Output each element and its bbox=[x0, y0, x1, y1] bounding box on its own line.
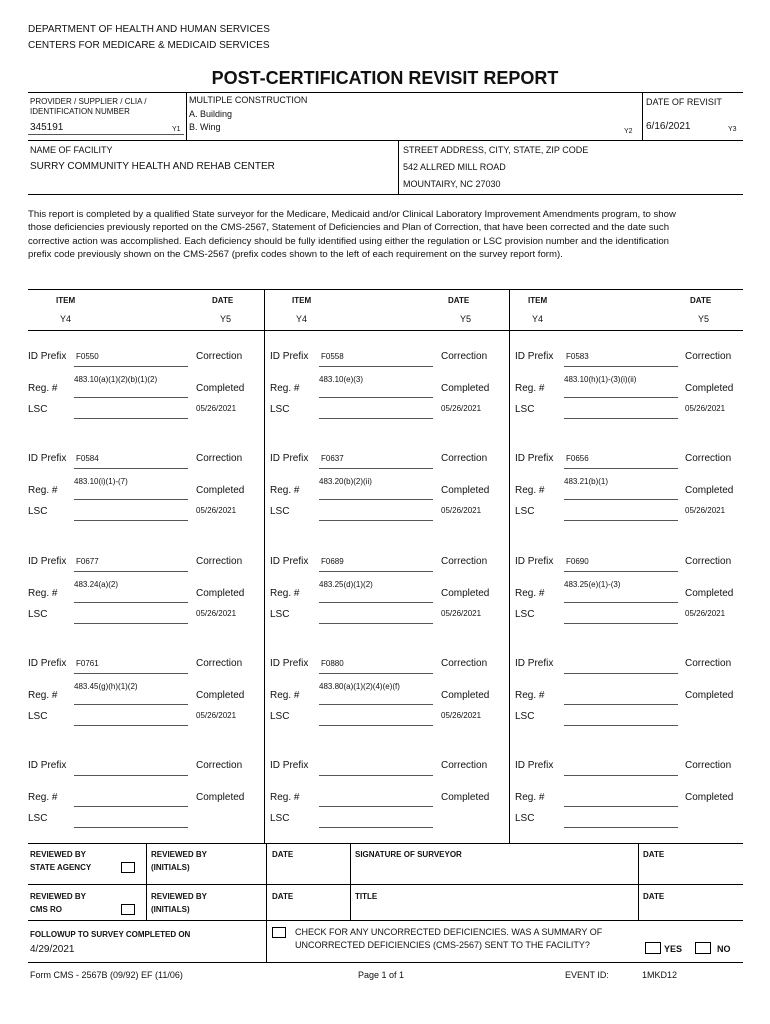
lsc-label: LSC bbox=[515, 711, 535, 722]
lsc-underline bbox=[319, 418, 433, 419]
state-agency-checkbox[interactable] bbox=[121, 862, 135, 873]
reg-value[interactable]: 483.25(d)(1)(2) bbox=[319, 580, 373, 589]
reviewed-cms-label: REVIEWED BY bbox=[30, 892, 87, 901]
date-label-2: DATE bbox=[643, 850, 665, 859]
lsc-label: LSC bbox=[515, 813, 535, 824]
reviewed-state-label-2: STATE AGENCY bbox=[30, 863, 92, 872]
no-label: NO bbox=[717, 944, 731, 954]
reg-underline bbox=[564, 499, 678, 500]
reg-value[interactable]: 483.21(b)(1) bbox=[564, 477, 609, 486]
completed-label: Completed bbox=[441, 690, 490, 701]
department-name: DEPARTMENT OF HEALTH AND HUMAN SERVICES bbox=[28, 24, 270, 35]
completed-date[interactable]: 05/26/2021 bbox=[685, 506, 726, 515]
y2-code: Y2 bbox=[624, 128, 633, 135]
facility-name-label: NAME OF FACILITY bbox=[30, 145, 113, 155]
date-column-header: DATE bbox=[448, 296, 470, 305]
event-id-label: EVENT ID: bbox=[565, 970, 609, 980]
lsc-underline bbox=[319, 520, 433, 521]
id-prefix-underline bbox=[319, 468, 433, 469]
reg-underline bbox=[564, 397, 678, 398]
reg-value[interactable]: 483.10(h)(1)-(3)(i)(ii) bbox=[564, 375, 637, 384]
id-prefix-value[interactable]: F0558 bbox=[321, 352, 344, 361]
lsc-label: LSC bbox=[270, 506, 290, 517]
date-label-4: DATE bbox=[643, 892, 665, 901]
lsc-underline bbox=[74, 725, 188, 726]
id-prefix-underline bbox=[564, 673, 678, 674]
date-column-header: DATE bbox=[690, 296, 712, 305]
completed-date[interactable]: 05/26/2021 bbox=[685, 404, 726, 413]
reg-label: Reg. # bbox=[515, 690, 545, 701]
reg-underline bbox=[564, 806, 678, 807]
id-prefix-underline bbox=[319, 571, 433, 572]
initials-label-2: (INITIALS) bbox=[151, 863, 190, 872]
completed-date[interactable]: 05/26/2021 bbox=[196, 609, 237, 618]
lsc-underline bbox=[564, 827, 678, 828]
id-prefix-value[interactable]: F0677 bbox=[76, 557, 99, 566]
lsc-underline bbox=[319, 623, 433, 624]
id-prefix-underline bbox=[74, 468, 188, 469]
correction-label: Correction bbox=[196, 760, 243, 771]
completed-date[interactable]: 05/26/2021 bbox=[441, 711, 482, 720]
lsc-label: LSC bbox=[28, 711, 48, 722]
reg-underline bbox=[319, 806, 433, 807]
id-prefix-label: ID Prefix bbox=[270, 351, 309, 362]
form-title: POST-CERTIFICATION REVISIT REPORT bbox=[211, 68, 559, 88]
reg-label: Reg. # bbox=[515, 588, 545, 599]
id-prefix-label: ID Prefix bbox=[28, 351, 67, 362]
reg-value[interactable]: 483.80(a)(1)(2)(4)(e)(f) bbox=[319, 682, 400, 691]
completed-label: Completed bbox=[441, 485, 490, 496]
completed-label: Completed bbox=[196, 485, 245, 496]
id-prefix-label: ID Prefix bbox=[515, 658, 554, 669]
y4-code: Y4 bbox=[532, 314, 544, 324]
city-state-zip: MOUNTAIRY, NC 27030 bbox=[403, 179, 501, 189]
reg-label: Reg. # bbox=[270, 383, 300, 394]
y4-code: Y4 bbox=[60, 314, 72, 324]
id-prefix-underline bbox=[319, 775, 433, 776]
item-column-header: ITEM bbox=[528, 296, 548, 305]
reg-underline bbox=[319, 704, 433, 705]
reg-value[interactable]: 483.20(b)(2)(ii) bbox=[319, 477, 372, 486]
date-column-header: DATE bbox=[212, 296, 234, 305]
completed-label: Completed bbox=[196, 383, 245, 394]
revisit-label: DATE OF REVISIT bbox=[646, 97, 722, 107]
id-prefix-label: ID Prefix bbox=[515, 453, 554, 464]
reg-underline bbox=[564, 704, 678, 705]
id-prefix-label: ID Prefix bbox=[270, 453, 309, 464]
id-prefix-value[interactable]: F0550 bbox=[76, 352, 99, 361]
lsc-underline bbox=[74, 418, 188, 419]
completed-label: Completed bbox=[685, 690, 734, 701]
lsc-underline bbox=[319, 725, 433, 726]
building-label: A. Building bbox=[189, 109, 233, 119]
completed-date[interactable]: 05/26/2021 bbox=[196, 404, 237, 413]
id-prefix-label: ID Prefix bbox=[515, 556, 554, 567]
provider-label: PROVIDER / SUPPLIER / CLIA / bbox=[30, 97, 147, 106]
id-prefix-value[interactable]: F0583 bbox=[566, 352, 589, 361]
reg-value[interactable]: 483.25(e)(1)-(3) bbox=[564, 580, 621, 589]
lsc-underline bbox=[564, 623, 678, 624]
no-checkbox[interactable] bbox=[695, 942, 711, 954]
lsc-underline bbox=[319, 827, 433, 828]
signature-label: SIGNATURE OF SURVEYOR bbox=[355, 850, 462, 859]
correction-label: Correction bbox=[441, 760, 488, 771]
id-prefix-value[interactable]: F0761 bbox=[76, 659, 99, 668]
followup-label: FOLLOWUP TO SURVEY COMPLETED ON bbox=[30, 930, 191, 939]
lsc-underline bbox=[564, 725, 678, 726]
title-label: TITLE bbox=[355, 892, 378, 901]
reg-value[interactable]: 483.10(e)(3) bbox=[319, 375, 364, 384]
completed-label: Completed bbox=[441, 383, 490, 394]
form-number: Form CMS - 2567B (09/92) EF (11/06) bbox=[30, 970, 183, 980]
completed-label: Completed bbox=[441, 792, 490, 803]
lsc-label: LSC bbox=[28, 609, 48, 620]
uncorrected-checkbox[interactable] bbox=[272, 927, 286, 938]
instructions-paragraph: This report is completed by a qualified State surveyor for the Medicare, Medicaid and/or Clinical Laboratory Improvement Amendments program, to show those deficiencies previously reported on the CMS-2567, Statement of Deficiencies and Plan of Correction, that have been corrected and the date such corrective action was accomplished. Each deficiency should be fully identified using either the regulation or LSC provision number and the identification prefix code previously shown on the CMS-2567 (prefix codes shown to the left of each requirement on the survey report form). bbox=[28, 209, 676, 261]
id-prefix-underline bbox=[564, 366, 678, 367]
item-column-header: ITEM bbox=[292, 296, 312, 305]
reg-label: Reg. # bbox=[515, 792, 545, 803]
completed-label: Completed bbox=[196, 792, 245, 803]
correction-label: Correction bbox=[441, 453, 488, 464]
reg-label: Reg. # bbox=[270, 792, 300, 803]
completed-date[interactable]: 05/26/2021 bbox=[441, 506, 482, 515]
initials2-label-2: (INITIALS) bbox=[151, 905, 190, 914]
id-prefix-value[interactable]: F0637 bbox=[321, 454, 344, 463]
y5-code: Y5 bbox=[460, 314, 472, 324]
lsc-label: LSC bbox=[270, 813, 290, 824]
initials2-label: REVIEWED BY bbox=[151, 892, 208, 901]
item-column-header: ITEM bbox=[56, 296, 76, 305]
completed-label: Completed bbox=[196, 588, 245, 599]
wing-label: B. Wing bbox=[189, 122, 221, 132]
completed-label: Completed bbox=[685, 485, 734, 496]
reg-underline bbox=[74, 499, 188, 500]
correction-label: Correction bbox=[685, 453, 732, 464]
id-prefix-label: ID Prefix bbox=[515, 351, 554, 362]
lsc-label: LSC bbox=[515, 506, 535, 517]
completed-date[interactable]: 05/26/2021 bbox=[441, 404, 482, 413]
reg-value[interactable]: 483.45(g)(h)(1)(2) bbox=[74, 682, 138, 691]
reg-label: Reg. # bbox=[270, 588, 300, 599]
id-prefix-underline bbox=[564, 468, 678, 469]
completed-date[interactable]: 05/26/2021 bbox=[196, 506, 237, 515]
lsc-label: LSC bbox=[28, 404, 48, 415]
reg-underline bbox=[74, 397, 188, 398]
id-prefix-value[interactable]: F0690 bbox=[566, 557, 589, 566]
reg-label: Reg. # bbox=[515, 383, 545, 394]
id-prefix-value[interactable]: F0584 bbox=[76, 454, 99, 463]
reg-label: Reg. # bbox=[28, 792, 58, 803]
reg-label: Reg. # bbox=[270, 690, 300, 701]
id-prefix-underline bbox=[74, 571, 188, 572]
correction-label: Correction bbox=[441, 556, 488, 567]
completed-label: Completed bbox=[685, 792, 734, 803]
lsc-underline bbox=[74, 520, 188, 521]
id-prefix-value[interactable]: F0689 bbox=[321, 557, 344, 566]
id-prefix-underline bbox=[74, 366, 188, 367]
cms-ro-checkbox[interactable] bbox=[121, 904, 135, 915]
reg-label: Reg. # bbox=[28, 690, 58, 701]
y3-code: Y3 bbox=[728, 126, 737, 133]
check-text-2: UNCORRECTED DEFICIENCIES (CMS-2567) SENT TO THE FACILITY? bbox=[295, 940, 590, 950]
reg-underline bbox=[319, 499, 433, 500]
facility-name: SURRY COMMUNITY HEALTH AND REHAB CENTER bbox=[30, 161, 275, 172]
correction-label: Correction bbox=[685, 658, 732, 669]
y4-code: Y4 bbox=[296, 314, 308, 324]
lsc-underline bbox=[564, 520, 678, 521]
y5-code: Y5 bbox=[220, 314, 232, 324]
event-id: 1MKD12 bbox=[642, 970, 678, 980]
lsc-label: LSC bbox=[515, 404, 535, 415]
lsc-label: LSC bbox=[270, 404, 290, 415]
correction-label: Correction bbox=[196, 658, 243, 669]
reg-underline bbox=[564, 602, 678, 603]
completed-label: Completed bbox=[441, 588, 490, 599]
lsc-underline bbox=[564, 418, 678, 419]
id-prefix-underline bbox=[319, 673, 433, 674]
construction-label: MULTIPLE CONSTRUCTION bbox=[189, 95, 308, 105]
reg-underline bbox=[319, 397, 433, 398]
id-prefix-underline bbox=[564, 571, 678, 572]
reg-value[interactable]: 483.10(a)(1)(2)(b)(1)(2) bbox=[74, 375, 158, 384]
y1-code: Y1 bbox=[172, 126, 181, 133]
completed-date[interactable]: 05/26/2021 bbox=[441, 609, 482, 618]
lsc-underline bbox=[74, 623, 188, 624]
date-label: DATE bbox=[272, 850, 294, 859]
followup-date: 4/29/2021 bbox=[30, 944, 75, 955]
reg-value[interactable]: 483.24(a)(2) bbox=[74, 580, 119, 589]
id-prefix-underline bbox=[564, 775, 678, 776]
reg-label: Reg. # bbox=[515, 485, 545, 496]
correction-label: Correction bbox=[441, 658, 488, 669]
correction-label: Correction bbox=[196, 556, 243, 567]
reg-value[interactable]: 483.10(i)(1)-(7) bbox=[74, 477, 128, 486]
correction-label: Correction bbox=[685, 556, 732, 567]
yes-label: YES bbox=[664, 944, 683, 954]
id-prefix-label: ID Prefix bbox=[270, 760, 309, 771]
centers-name: CENTERS FOR MEDICARE & MEDICAID SERVICES bbox=[28, 40, 270, 51]
correction-label: Correction bbox=[196, 453, 243, 464]
reg-underline bbox=[74, 806, 188, 807]
check-text-1: CHECK FOR ANY UNCORRECTED DEFICIENCIES. WAS A SUMMARY OF bbox=[295, 927, 603, 937]
id-prefix-label: ID Prefix bbox=[28, 453, 67, 464]
page-number: Page 1 of 1 bbox=[358, 970, 405, 980]
lsc-label: LSC bbox=[270, 609, 290, 620]
reviewed-state-label: REVIEWED BY bbox=[30, 850, 87, 859]
revisit-date: 6/16/2021 bbox=[646, 121, 691, 132]
id-prefix-label: ID Prefix bbox=[270, 658, 309, 669]
id-prefix-underline bbox=[74, 673, 188, 674]
id-prefix-label: ID Prefix bbox=[28, 760, 67, 771]
id-prefix-label: ID Prefix bbox=[270, 556, 309, 567]
id-prefix-label: ID Prefix bbox=[28, 556, 67, 567]
id-prefix-value[interactable]: F0656 bbox=[566, 454, 589, 463]
lsc-label: LSC bbox=[270, 711, 290, 722]
provider-number: 345191 bbox=[30, 122, 64, 133]
provider-label-2: IDENTIFICATION NUMBER bbox=[30, 107, 130, 116]
initials-label: REVIEWED BY bbox=[151, 850, 208, 859]
id-prefix-label: ID Prefix bbox=[28, 658, 67, 669]
reg-underline bbox=[74, 602, 188, 603]
completed-date[interactable]: 05/26/2021 bbox=[685, 609, 726, 618]
completed-label: Completed bbox=[685, 383, 734, 394]
reviewed-cms-label-2: CMS RO bbox=[30, 905, 62, 914]
reg-underline bbox=[74, 704, 188, 705]
completed-label: Completed bbox=[196, 690, 245, 701]
reg-label: Reg. # bbox=[28, 588, 58, 599]
id-prefix-underline bbox=[319, 366, 433, 367]
street-address: 542 ALLRED MILL ROAD bbox=[403, 162, 506, 172]
correction-label: Correction bbox=[196, 351, 243, 362]
date-label-3: DATE bbox=[272, 892, 294, 901]
id-prefix-label: ID Prefix bbox=[515, 760, 554, 771]
reg-label: Reg. # bbox=[28, 485, 58, 496]
correction-label: Correction bbox=[685, 760, 732, 771]
lsc-underline bbox=[74, 827, 188, 828]
y5-code: Y5 bbox=[698, 314, 710, 324]
yes-checkbox[interactable] bbox=[645, 942, 661, 954]
reg-underline bbox=[319, 602, 433, 603]
correction-label: Correction bbox=[441, 351, 488, 362]
completed-date[interactable]: 05/26/2021 bbox=[196, 711, 237, 720]
correction-label: Correction bbox=[685, 351, 732, 362]
completed-label: Completed bbox=[685, 588, 734, 599]
lsc-label: LSC bbox=[515, 609, 535, 620]
address-label: STREET ADDRESS, CITY, STATE, ZIP CODE bbox=[403, 145, 589, 155]
id-prefix-value[interactable]: F0880 bbox=[321, 659, 344, 668]
lsc-label: LSC bbox=[28, 506, 48, 517]
id-prefix-underline bbox=[74, 775, 188, 776]
reg-label: Reg. # bbox=[270, 485, 300, 496]
lsc-label: LSC bbox=[28, 813, 48, 824]
reg-label: Reg. # bbox=[28, 383, 58, 394]
